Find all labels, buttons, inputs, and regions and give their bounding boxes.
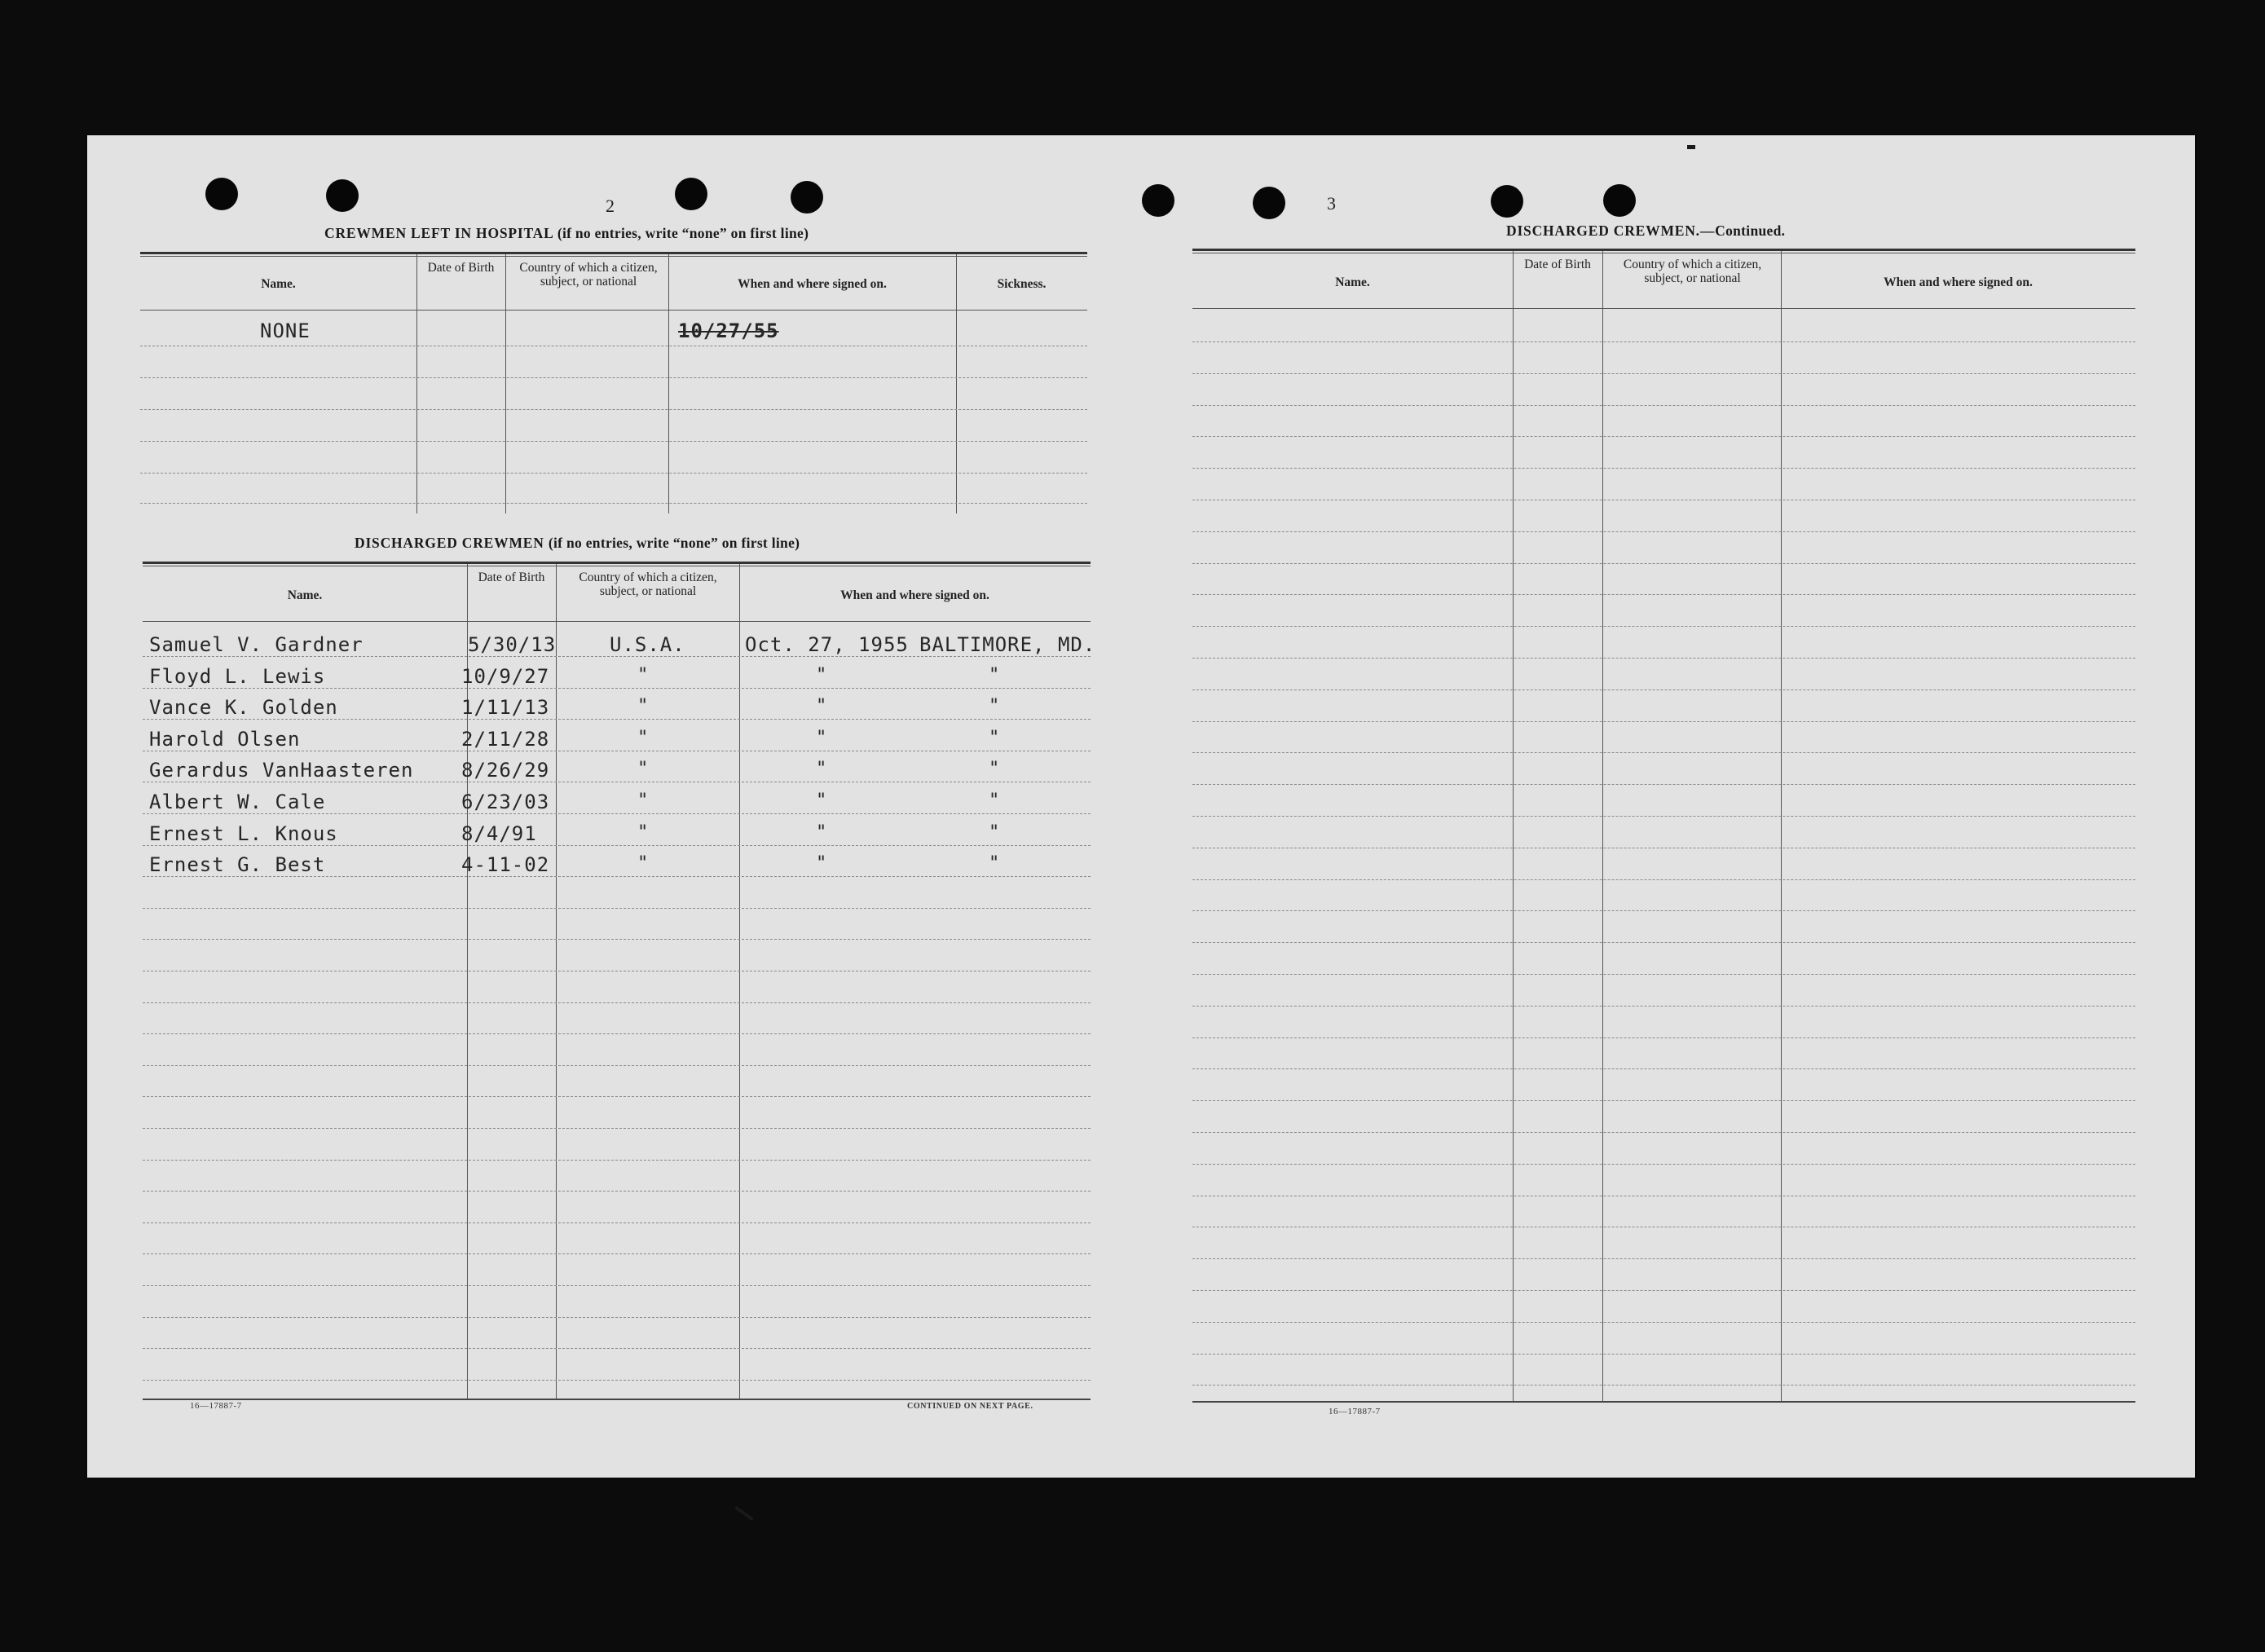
ruled-line bbox=[143, 908, 1091, 909]
punch-hole bbox=[675, 178, 707, 210]
crew-dob: 2/11/28 bbox=[461, 727, 550, 751]
ruled-line bbox=[143, 1002, 1091, 1003]
ruled-line bbox=[1192, 910, 2135, 911]
crew-name: Floyd L. Lewis bbox=[149, 664, 326, 688]
discharged-header-signed: When and where signed on. bbox=[840, 588, 989, 602]
punch-hole bbox=[1253, 187, 1285, 219]
ruled-line bbox=[143, 1033, 1091, 1034]
crew-signed-place: " bbox=[989, 696, 1001, 717]
right-discharged-table bbox=[1192, 249, 2135, 1403]
ruled-line bbox=[1192, 816, 2135, 817]
discharged-table bbox=[143, 562, 1096, 1400]
ruled-line bbox=[1192, 974, 2135, 975]
crew-signed-date: " bbox=[816, 759, 828, 780]
crew-dob: 4-11-02 bbox=[461, 853, 550, 877]
discharged-header-name: Name. bbox=[287, 588, 323, 602]
hospital-section-title bbox=[324, 225, 809, 242]
ruled-line bbox=[143, 1065, 1091, 1066]
discharged-section-title bbox=[355, 535, 800, 552]
hospital-entry-struck: 10/27/55 bbox=[678, 319, 779, 342]
punch-hole bbox=[205, 178, 238, 210]
right-header-country: Country of which a citizen, subject, or national bbox=[1623, 258, 1762, 285]
hospital-entry-name: NONE bbox=[260, 319, 311, 342]
crew-country: " bbox=[637, 822, 650, 843]
crew-country: " bbox=[637, 759, 650, 780]
right-title-cont: Continued. bbox=[1715, 222, 1786, 239]
ruled-line bbox=[143, 1380, 1091, 1381]
ruled-line bbox=[1192, 594, 2135, 595]
ruled-line bbox=[1192, 658, 2135, 659]
ruled-line bbox=[1192, 1132, 2135, 1133]
crew-name: Samuel V. Gardner bbox=[149, 633, 364, 656]
ruled-line bbox=[143, 1160, 1091, 1161]
right-header-name: Name. bbox=[1335, 275, 1370, 289]
continued-note: CONTINUED ON NEXT PAGE. bbox=[907, 1402, 1033, 1411]
ruled-line bbox=[1192, 784, 2135, 785]
crew-signed-date: " bbox=[816, 696, 828, 717]
hospital-header-name: Name. bbox=[261, 277, 296, 291]
crew-signed-date: " bbox=[816, 791, 828, 811]
ruled-line bbox=[143, 813, 1091, 814]
crew-name: Ernest G. Best bbox=[149, 853, 326, 877]
right-header-dob: Date of Birth bbox=[1524, 258, 1591, 271]
hospital-table bbox=[140, 252, 1087, 513]
ruled-line bbox=[1192, 942, 2135, 943]
ruled-line bbox=[1192, 436, 2135, 437]
crew-country: " bbox=[637, 727, 650, 748]
hospital-header-signed: When and where signed on. bbox=[738, 277, 887, 291]
crew-dob: 1/11/13 bbox=[461, 696, 550, 720]
ruled-line bbox=[1192, 1258, 2135, 1259]
ruled-line bbox=[1192, 1100, 2135, 1101]
hospital-title-text: CREWMEN LEFT IN HOSPITAL bbox=[324, 225, 553, 241]
ruled-line bbox=[1192, 531, 2135, 532]
ruled-line bbox=[143, 1096, 1091, 1097]
crew-signed-place: " bbox=[989, 759, 1001, 780]
page-number: 3 bbox=[1327, 193, 1336, 214]
crew-signed-place: " bbox=[989, 791, 1001, 811]
ruled-line bbox=[1192, 341, 2135, 342]
hospital-header-country: Country of which a citizen, subject, or national bbox=[519, 261, 658, 289]
crew-name: Gerardus VanHaasteren bbox=[149, 759, 414, 782]
crew-signed-date: " bbox=[816, 664, 828, 685]
ruled-line bbox=[143, 719, 1091, 720]
crew-dob: 10/9/27 bbox=[461, 664, 550, 688]
ruled-line bbox=[143, 1222, 1091, 1223]
punch-hole bbox=[791, 181, 823, 214]
crew-name: Harold Olsen bbox=[149, 727, 301, 751]
punch-hole bbox=[1603, 184, 1636, 217]
right-header-signed: When and where signed on. bbox=[1884, 275, 2033, 289]
discharged-title-text: DISCHARGED CREWMEN bbox=[355, 535, 544, 551]
crew-signed-place: " bbox=[989, 727, 1001, 748]
crew-country: U.S.A. bbox=[610, 633, 685, 656]
right-title-text: DISCHARGED CREWMEN.— bbox=[1506, 222, 1716, 239]
ruled-line bbox=[143, 688, 1091, 689]
ruled-line bbox=[143, 1285, 1091, 1286]
ruled-line bbox=[1192, 626, 2135, 627]
crew-signed-place: " bbox=[989, 664, 1001, 685]
ruled-line bbox=[143, 1128, 1091, 1129]
crew-signed-date: Oct. 27, 1955 bbox=[745, 633, 909, 656]
ruled-line bbox=[1192, 1006, 2135, 1007]
ruled-line bbox=[1192, 1290, 2135, 1291]
ruled-line bbox=[1192, 879, 2135, 880]
punch-hole bbox=[1491, 185, 1523, 218]
crew-dob: 8/26/29 bbox=[461, 759, 550, 782]
ruled-line bbox=[143, 1191, 1091, 1192]
scan-debris bbox=[734, 1506, 754, 1521]
hospital-header-sickness: Sickness. bbox=[997, 277, 1047, 291]
crew-signed-date: " bbox=[816, 853, 828, 874]
crew-signed-place: " bbox=[989, 822, 1001, 843]
discharged-title-note: (if no entries, write “none” on first line) bbox=[548, 535, 800, 551]
crew-name: Vance K. Golden bbox=[149, 696, 338, 720]
discharged-header-country: Country of which a citizen, subject, or national bbox=[579, 570, 717, 598]
ruled-line bbox=[1192, 405, 2135, 406]
punch-hole bbox=[326, 179, 359, 212]
form-code: 16—17887-7 bbox=[1329, 1407, 1381, 1416]
crew-dob: 6/23/03 bbox=[461, 791, 550, 813]
ruled-line bbox=[1192, 1037, 2135, 1038]
ruled-line bbox=[143, 1348, 1091, 1349]
ruled-line bbox=[143, 845, 1091, 846]
crew-name: Ernest L. Knous bbox=[149, 822, 338, 845]
ruled-line bbox=[1192, 468, 2135, 469]
ruled-line bbox=[1192, 373, 2135, 374]
ruled-line bbox=[143, 656, 1091, 657]
crew-country: " bbox=[637, 791, 650, 811]
ruled-line bbox=[1192, 752, 2135, 753]
scan-debris bbox=[1687, 145, 1695, 149]
hospital-header-dob: Date of Birth bbox=[427, 261, 495, 275]
ruled-line bbox=[143, 876, 1091, 877]
crew-name: Albert W. Cale bbox=[149, 791, 326, 813]
right-section-title bbox=[1506, 222, 1785, 240]
crew-signed-date: " bbox=[816, 727, 828, 748]
crew-country: " bbox=[637, 853, 650, 874]
ruled-line bbox=[143, 1253, 1091, 1254]
ruled-line bbox=[1192, 563, 2135, 564]
crew-signed-place: BALTIMORE, MD. bbox=[919, 633, 1096, 656]
ruled-line bbox=[1192, 721, 2135, 722]
crew-country: " bbox=[637, 696, 650, 717]
left-page bbox=[87, 135, 1141, 1478]
ruled-line bbox=[1192, 1322, 2135, 1323]
crew-signed-date: " bbox=[816, 822, 828, 843]
crew-dob: 8/4/91 bbox=[461, 822, 537, 845]
ruled-line bbox=[143, 1317, 1091, 1318]
ruled-line bbox=[143, 939, 1091, 940]
right-page bbox=[1141, 135, 2195, 1478]
page-number: 2 bbox=[606, 196, 615, 216]
crew-signed-place: " bbox=[989, 853, 1001, 874]
crew-dob: 5/30/13 bbox=[468, 633, 557, 656]
document-sheet bbox=[87, 135, 2195, 1478]
form-code: 16—17887-7 bbox=[190, 1401, 242, 1411]
punch-hole bbox=[1142, 184, 1174, 217]
crew-country: " bbox=[637, 664, 650, 685]
ruled-line bbox=[1192, 1354, 2135, 1355]
hospital-title-note: (if no entries, write “none” on first line) bbox=[557, 225, 809, 241]
ruled-line bbox=[1192, 1068, 2135, 1069]
discharged-header-dob: Date of Birth bbox=[478, 570, 545, 584]
ruled-line bbox=[1192, 1164, 2135, 1165]
ruled-line bbox=[1192, 689, 2135, 690]
